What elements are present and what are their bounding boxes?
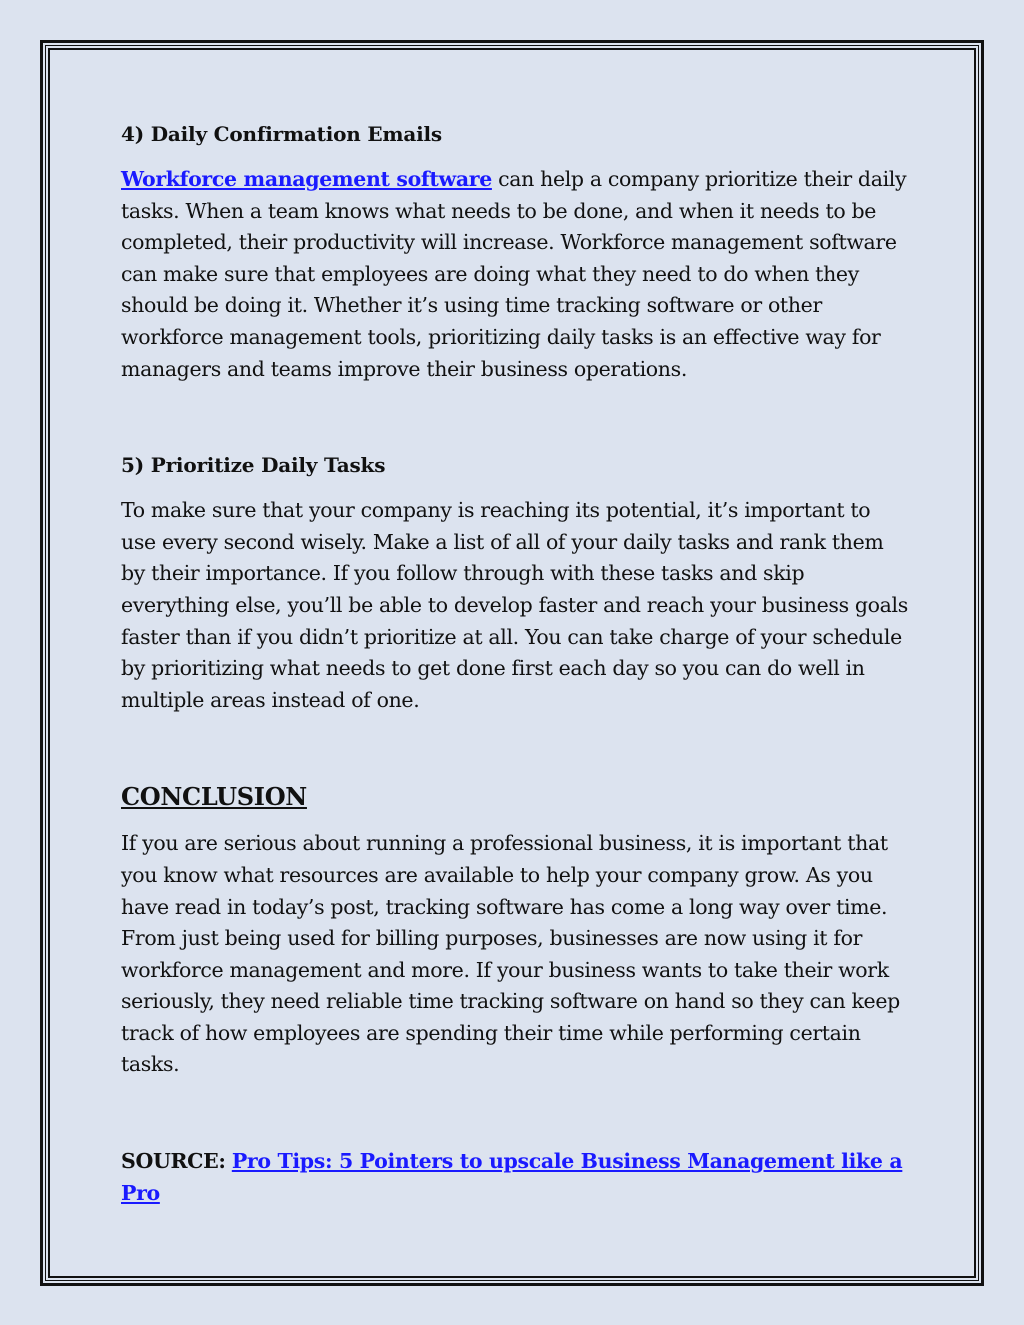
conclusion-heading: CONCLUSION xyxy=(121,782,307,812)
section-heading: 4) Daily Confirmation Emails xyxy=(121,122,442,146)
section-conclusion xyxy=(121,780,911,1081)
document-content xyxy=(121,118,911,1209)
section-body: To make sure that your company is reaching its potential, it’s important to use every second wisely. Make a list of all of your daily tasks and rank them by their importance. If you follow through with these tasks and skip everything else, you’ll be able to develop faster and reach your business goals faster than if you didn’t prioritize at all. You can take charge of your schedule by prioritizing what needs to get done first each day so you can do well in multiple areas instead of one. xyxy=(121,498,908,712)
section-heading: 5) Prioritize Daily Tasks xyxy=(121,453,386,478)
section-body-text: can help a company prioritize their daily tasks. When a team knows what needs to be done, and when it needs to be completed, their productivity will increase. Workforce management software can make sure that employees are doing what they need to do when they should be doing it. Whether it’s using time tracking software or other workforce management tools, prioritizing daily tasks is an effective way for managers and teams improve their business operations. xyxy=(121,167,907,381)
section-body xyxy=(121,164,911,385)
section-prioritize-daily-tasks xyxy=(121,449,911,716)
source-line xyxy=(121,1145,911,1209)
source-link[interactable]: Pro Tips: 5 Pointers to upscale Business Management like a Pro xyxy=(121,1149,903,1206)
section-daily-confirmation-emails xyxy=(121,118,911,385)
source-label: SOURCE: xyxy=(121,1149,226,1174)
workforce-management-link[interactable]: Workforce management software xyxy=(121,167,492,191)
conclusion-body: If you are serious about running a professional business, it is important that you know what resources are available to help your company grow. As you have read in today’s post, tracking software has come a long way over time. From just being used for billing purposes, businesses are now using it for workforce management and more. If your business wants to take their work seriously, they need reliable time tracking software on hand so they can keep track of how employees are spending their time while performing certain tasks. xyxy=(121,831,900,1077)
